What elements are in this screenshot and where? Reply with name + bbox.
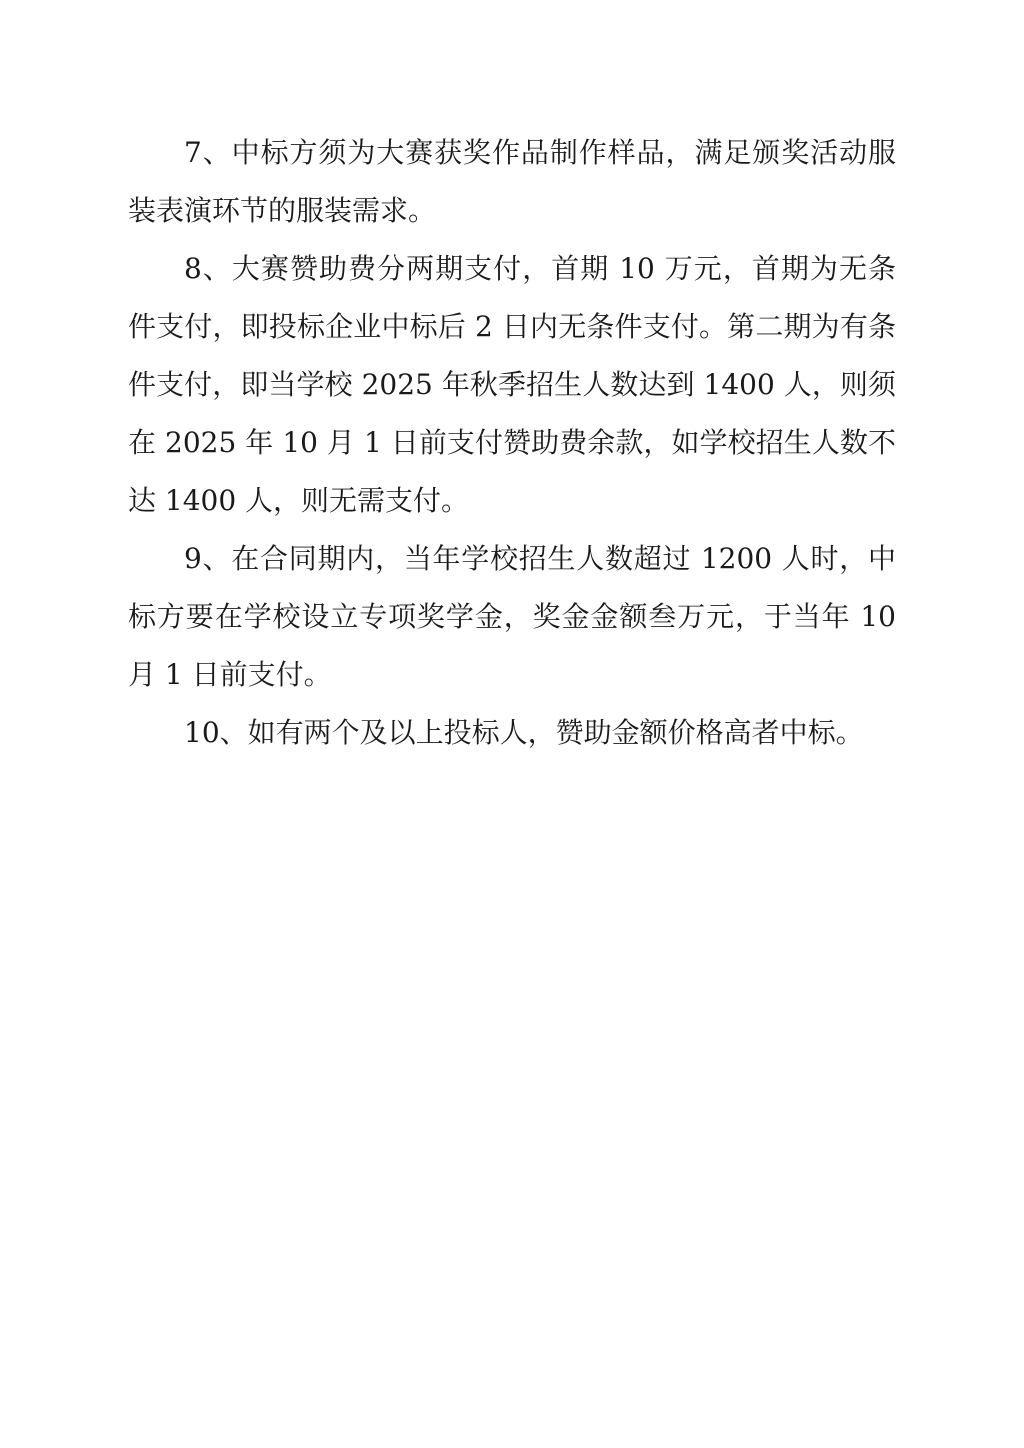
paragraph-item-7: 7、中标方须为大赛获奖作品制作样品，满足颁奖活动服装表演环节的服装需求。 [128,136,896,227]
paragraph-item-8: 8、大赛赞助费分两期支付，首期 10 万元，首期为无条件支付，即投标企业中标后 2 日内无条件支付。第二期为有条件支付，即当学校 2025 年秋季招生人数达到 1400 人，则须在 2025 年 10 月 1 日前支付赞助费余款，如学校招生人数不达 1400 人，则无需支付。 [128,252,896,517]
paragraph-item-10: 10、如有两个及以上投标人，赞助金额价格高者中标。 [184,716,864,749]
document-body [128,124,896,762]
paragraph-item-9: 9、在合同期内，当年学校招生人数超过 1200 人时，中标方要在学校设立专项奖学金，奖金金额叁万元，于当年 10 月 1 日前支付。 [128,542,896,691]
